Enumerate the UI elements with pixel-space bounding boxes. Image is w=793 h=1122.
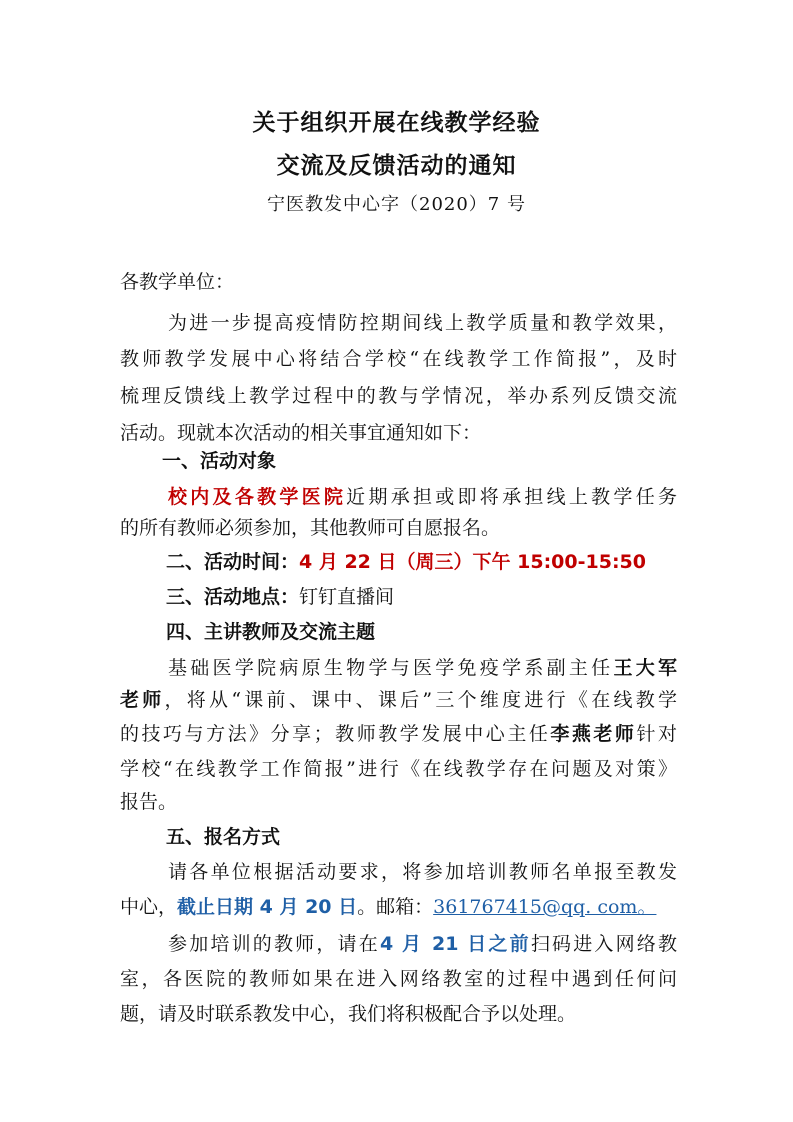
speaker-1-name: 王大军	[613, 657, 677, 679]
section-2	[166, 550, 646, 574]
section-1-line-1	[168, 485, 677, 509]
section-4-line-3-text: 的技巧与方法》分享；教师教学发展中心主任	[120, 723, 551, 745]
section-1-heading: 一、活动对象	[162, 450, 277, 472]
document-number: 宁医教发中心字（2020）7 号	[267, 194, 526, 215]
section-5-line-2-mid: 。邮箱：	[357, 896, 434, 918]
section-1-line-1-text: 近期承担或即将承担线上教学任务	[346, 486, 677, 508]
speaker-2-name: 李燕老师	[550, 723, 637, 745]
section-5-heading: 五、报名方式	[166, 826, 281, 848]
section-5-line-1: 请各单位根据活动要求，将参加培训教师名单报至教发	[168, 861, 677, 883]
section-5-line-3	[168, 932, 677, 956]
section-4-line-2	[120, 688, 677, 712]
salutation: 各教学单位：	[120, 271, 235, 293]
section-4-line-2-text: ，将从“课前、课中、课后”三个维度进行《在线教学	[164, 689, 677, 711]
intro-line-3: 梳理反馈线上教学过程中的教与学情况，举办系列反馈交流	[120, 385, 677, 407]
section-1-line-2: 的所有教师必须参加，其他教师可自愿报名。	[120, 517, 501, 539]
section-5-line-3-rest: 扫码进入网络教	[530, 933, 677, 955]
deadline-highlight: 截止日期 4 月 20 日	[177, 896, 358, 918]
section-5-line-5: 题，请及时联系教发中心，我们将积极配合予以处理。	[120, 1003, 577, 1025]
section-5-line-3-pre: 参加培训的教师，请在	[168, 933, 380, 955]
section-4-line-3-tail: 针对	[636, 723, 677, 745]
section-4-line-1	[168, 656, 677, 680]
section-3-heading: 三、活动地点：	[166, 586, 300, 608]
speaker-1-title: 老师	[120, 689, 165, 711]
section-4-line-3	[120, 722, 677, 746]
section-2-heading: 二、活动时间：	[166, 551, 300, 573]
intro-line-2: 教师教学发展中心将结合学校“在线教学工作简报”，及时	[120, 348, 677, 370]
section-4-line-4: 学校“在线教学工作简报”进行《在线教学存在问题及对策》	[120, 758, 677, 780]
section-4-line-5: 报告。	[120, 791, 178, 813]
activity-location: 钉钉直播间	[299, 586, 395, 608]
section-3	[166, 585, 394, 609]
section-4-line-1-text: 基础医学院病原生物学与医学免疫学系副主任	[168, 657, 614, 679]
qr-date-highlight: 4 月 21 日之前	[379, 933, 531, 955]
email-link[interactable]: 361767415@qq. com。	[433, 896, 657, 918]
target-highlight: 校内及各教学医院	[168, 486, 347, 508]
intro-line-1: 为进一步提高疫情防控期间线上教学质量和教学效果，	[168, 312, 677, 334]
section-5-line-4: 室，各医院的教师如果在进入网络教室的过程中遇到任何问	[120, 968, 677, 990]
intro-line-4: 活动。现就本次活动的相关事宜通知如下：	[120, 422, 482, 444]
section-5-line-2	[120, 895, 656, 919]
title-line-1: 关于组织开展在线教学经验	[252, 110, 541, 136]
activity-time: 4 月 22 日（周三）下午 15:00-15:50	[299, 551, 646, 573]
section-4-heading: 四、主讲教师及交流主题	[166, 621, 376, 643]
section-5-line-2-pre: 中心，	[120, 896, 178, 918]
title-line-2: 交流及反馈活动的通知	[276, 153, 517, 179]
